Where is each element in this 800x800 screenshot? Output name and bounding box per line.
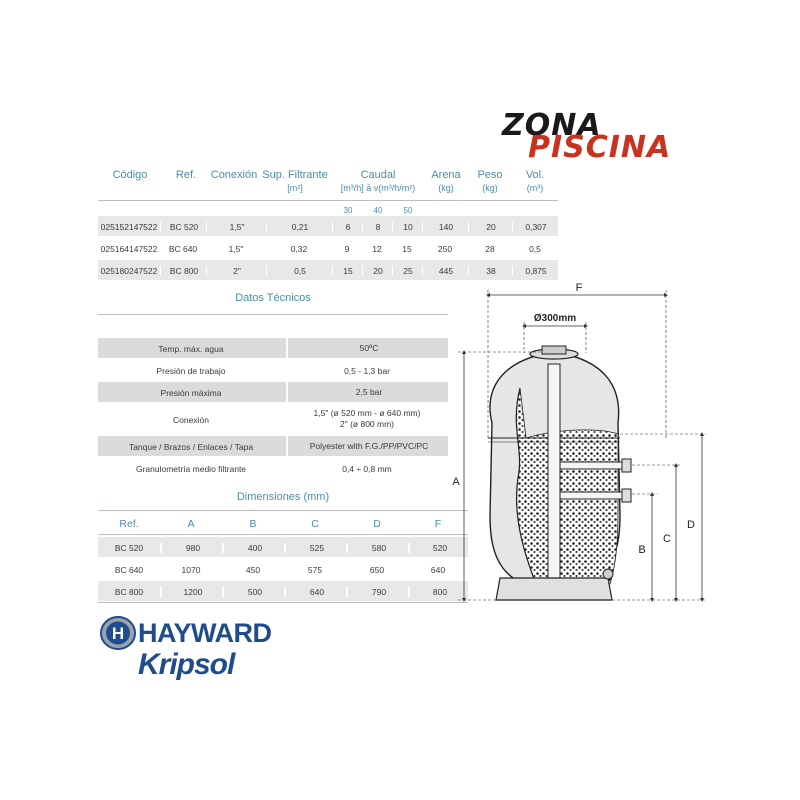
datos-value: 0,4 ÷ 0,8 mm: [342, 464, 392, 474]
dim-cell: 580: [346, 543, 410, 553]
header-vol: Vol.: [525, 169, 545, 181]
dim-cell: 500: [222, 587, 286, 597]
cell-c40: 20: [362, 266, 393, 276]
caudal-50: 50: [403, 206, 413, 215]
dim-cell: 575: [307, 565, 323, 575]
cell-vol: 0,307: [512, 222, 559, 232]
datos-value: 2,5 bar: [286, 382, 450, 402]
header-arena: Arena: [431, 169, 461, 181]
header-sup-unit: [m²]: [287, 183, 303, 193]
cell-c30: 15: [332, 266, 363, 276]
header-sup-filtrante: Sup. Filtrante: [262, 169, 328, 181]
cell-peso: 20: [468, 222, 513, 232]
cell-vol: 0,5: [529, 244, 541, 254]
header-peso: Peso: [477, 169, 503, 181]
cell-c40: 8: [362, 222, 393, 232]
datos-row: [98, 458, 448, 478]
dim-cell: 640: [284, 587, 348, 597]
datos-row: [98, 360, 448, 380]
label-d: D: [687, 519, 695, 531]
dimensiones-title: Dimensiones (mm): [236, 491, 330, 503]
valve-lower: [560, 492, 622, 499]
label-b: B: [638, 544, 646, 556]
datos-key: Granulometría medio filtrante: [135, 464, 247, 474]
dim-cell: 790: [346, 587, 410, 597]
table-row: [98, 260, 558, 280]
header-divider: [98, 200, 558, 201]
dim-cell: BC 520: [114, 543, 144, 553]
dim-cell: BC 640: [114, 565, 144, 575]
cell-arena: 140: [422, 222, 469, 232]
cell-conexion: 1,5": [228, 244, 244, 254]
logo-word-zona: ZONA: [502, 108, 602, 143]
datos-key: Presión máxima: [160, 388, 222, 398]
table-row: [98, 537, 468, 557]
datos-row: [98, 338, 448, 358]
dimensiones-bottom-divider: [98, 602, 468, 603]
dim-cell: 400: [222, 543, 286, 553]
header-vol-unit: (m³): [526, 183, 544, 193]
datos-value: 1,5" (ø 520 mm - ø 640 mm): [313, 408, 421, 418]
header-caudal-unit: [m³/h] ā v(m³/h/m²): [340, 183, 416, 193]
dimensiones-divider: [98, 510, 468, 511]
cell-sup: 0,21: [266, 222, 333, 232]
hayward-logo: [100, 616, 300, 652]
logo-word-piscina: PISCINA: [528, 130, 672, 165]
dim-cell: 650: [369, 565, 385, 575]
filter-drawing: [440, 278, 710, 618]
cell-conexion: 2": [206, 266, 267, 276]
valve-upper: [560, 462, 622, 469]
cell-codigo: 025152147522: [100, 222, 158, 232]
table-row: [98, 216, 558, 236]
cell-arena: 250: [437, 244, 453, 254]
header-conexion: Conexión: [210, 169, 258, 181]
kripsol-logo: Kripsol: [138, 648, 235, 681]
datos-row: [98, 404, 448, 434]
datos-value-line2: 2" (ø 800 mm): [339, 419, 395, 429]
dim-cell: 800: [408, 587, 470, 597]
label-diameter: Ø300mm: [533, 313, 577, 324]
dim-cell: 1200: [160, 587, 224, 597]
dim-header-a: A: [187, 518, 195, 530]
cell-sup: 0,32: [290, 244, 308, 254]
dim-header-d: D: [373, 518, 381, 530]
tank-base: [496, 578, 612, 600]
cell-peso: 38: [468, 266, 513, 276]
datos-key: Temp. máx. agua: [158, 344, 224, 354]
dim-cell: 980: [160, 543, 224, 553]
cell-c50: 15: [402, 244, 412, 254]
dim-header-c: C: [311, 518, 319, 530]
datos-value: 50ºC: [286, 338, 450, 358]
cell-c30: 6: [332, 222, 363, 232]
datos-row: [98, 382, 448, 402]
label-a: A: [452, 476, 460, 488]
cell-sup: 0,5: [266, 266, 333, 276]
cell-ref: BC 640: [168, 244, 198, 254]
label-c: C: [663, 533, 671, 545]
cell-peso: 28: [485, 244, 495, 254]
drain-plug: [603, 569, 613, 579]
datos-divider: [98, 314, 448, 315]
caudal-30: 30: [343, 206, 353, 215]
datos-tecnicos-title: Datos Técnicos: [235, 292, 311, 304]
label-f: F: [575, 282, 583, 294]
caudal-40: 40: [373, 206, 383, 215]
cell-c50: 25: [392, 266, 423, 276]
table-row: [98, 238, 558, 258]
header-codigo: Código: [112, 169, 148, 181]
table-row: [98, 581, 468, 601]
dim-cell: 1070: [181, 565, 201, 575]
header-caudal: Caudal: [360, 169, 396, 181]
cell-ref: BC 800: [160, 266, 207, 276]
dim-cell: 640: [430, 565, 446, 575]
dim-header-b: B: [249, 518, 257, 530]
hayward-emblem-letter: H: [111, 624, 125, 643]
header-peso-unit: (kg): [482, 183, 498, 193]
cell-arena: 445: [422, 266, 469, 276]
cell-c40: 12: [372, 244, 382, 254]
cell-c50: 10: [392, 222, 423, 232]
datos-key: Tanque / Brazos / Enlaces / Tapa: [128, 442, 254, 452]
datos-value: Polyester with F.G./PP/PVC/PC: [286, 436, 450, 456]
cell-c30: 9: [344, 244, 350, 254]
datos-value: 0,5 - 1,3 bar: [344, 366, 390, 376]
datos-key: Presión de trabajo: [156, 366, 226, 376]
dim-cell: 450: [245, 565, 261, 575]
datos-key: Conexión: [173, 415, 209, 425]
dim-header-ref: Ref.: [119, 518, 139, 530]
cell-codigo: 025180247522: [100, 266, 158, 276]
dim-cell: 520: [408, 543, 470, 553]
dim-header-f: F: [434, 518, 442, 530]
dim-cell: BC 800: [114, 587, 144, 597]
header-ref: Ref.: [175, 169, 197, 181]
table-row: [98, 559, 468, 579]
dimensiones-header-divider: [98, 534, 468, 535]
cell-conexion: 1,5": [206, 222, 267, 232]
cell-ref: BC 520: [160, 222, 207, 232]
cell-codigo: 025164147522: [100, 244, 158, 254]
datos-row: [98, 436, 448, 456]
hayward-wordmark: HAYWARD: [138, 618, 272, 648]
header-arena-unit: (kg): [438, 183, 454, 193]
cell-vol: 0,875: [512, 266, 559, 276]
dim-cell: 525: [284, 543, 348, 553]
hayward-emblem-icon: [100, 616, 136, 650]
central-pipe: [548, 364, 560, 582]
zona-piscina-logo: [502, 108, 682, 165]
